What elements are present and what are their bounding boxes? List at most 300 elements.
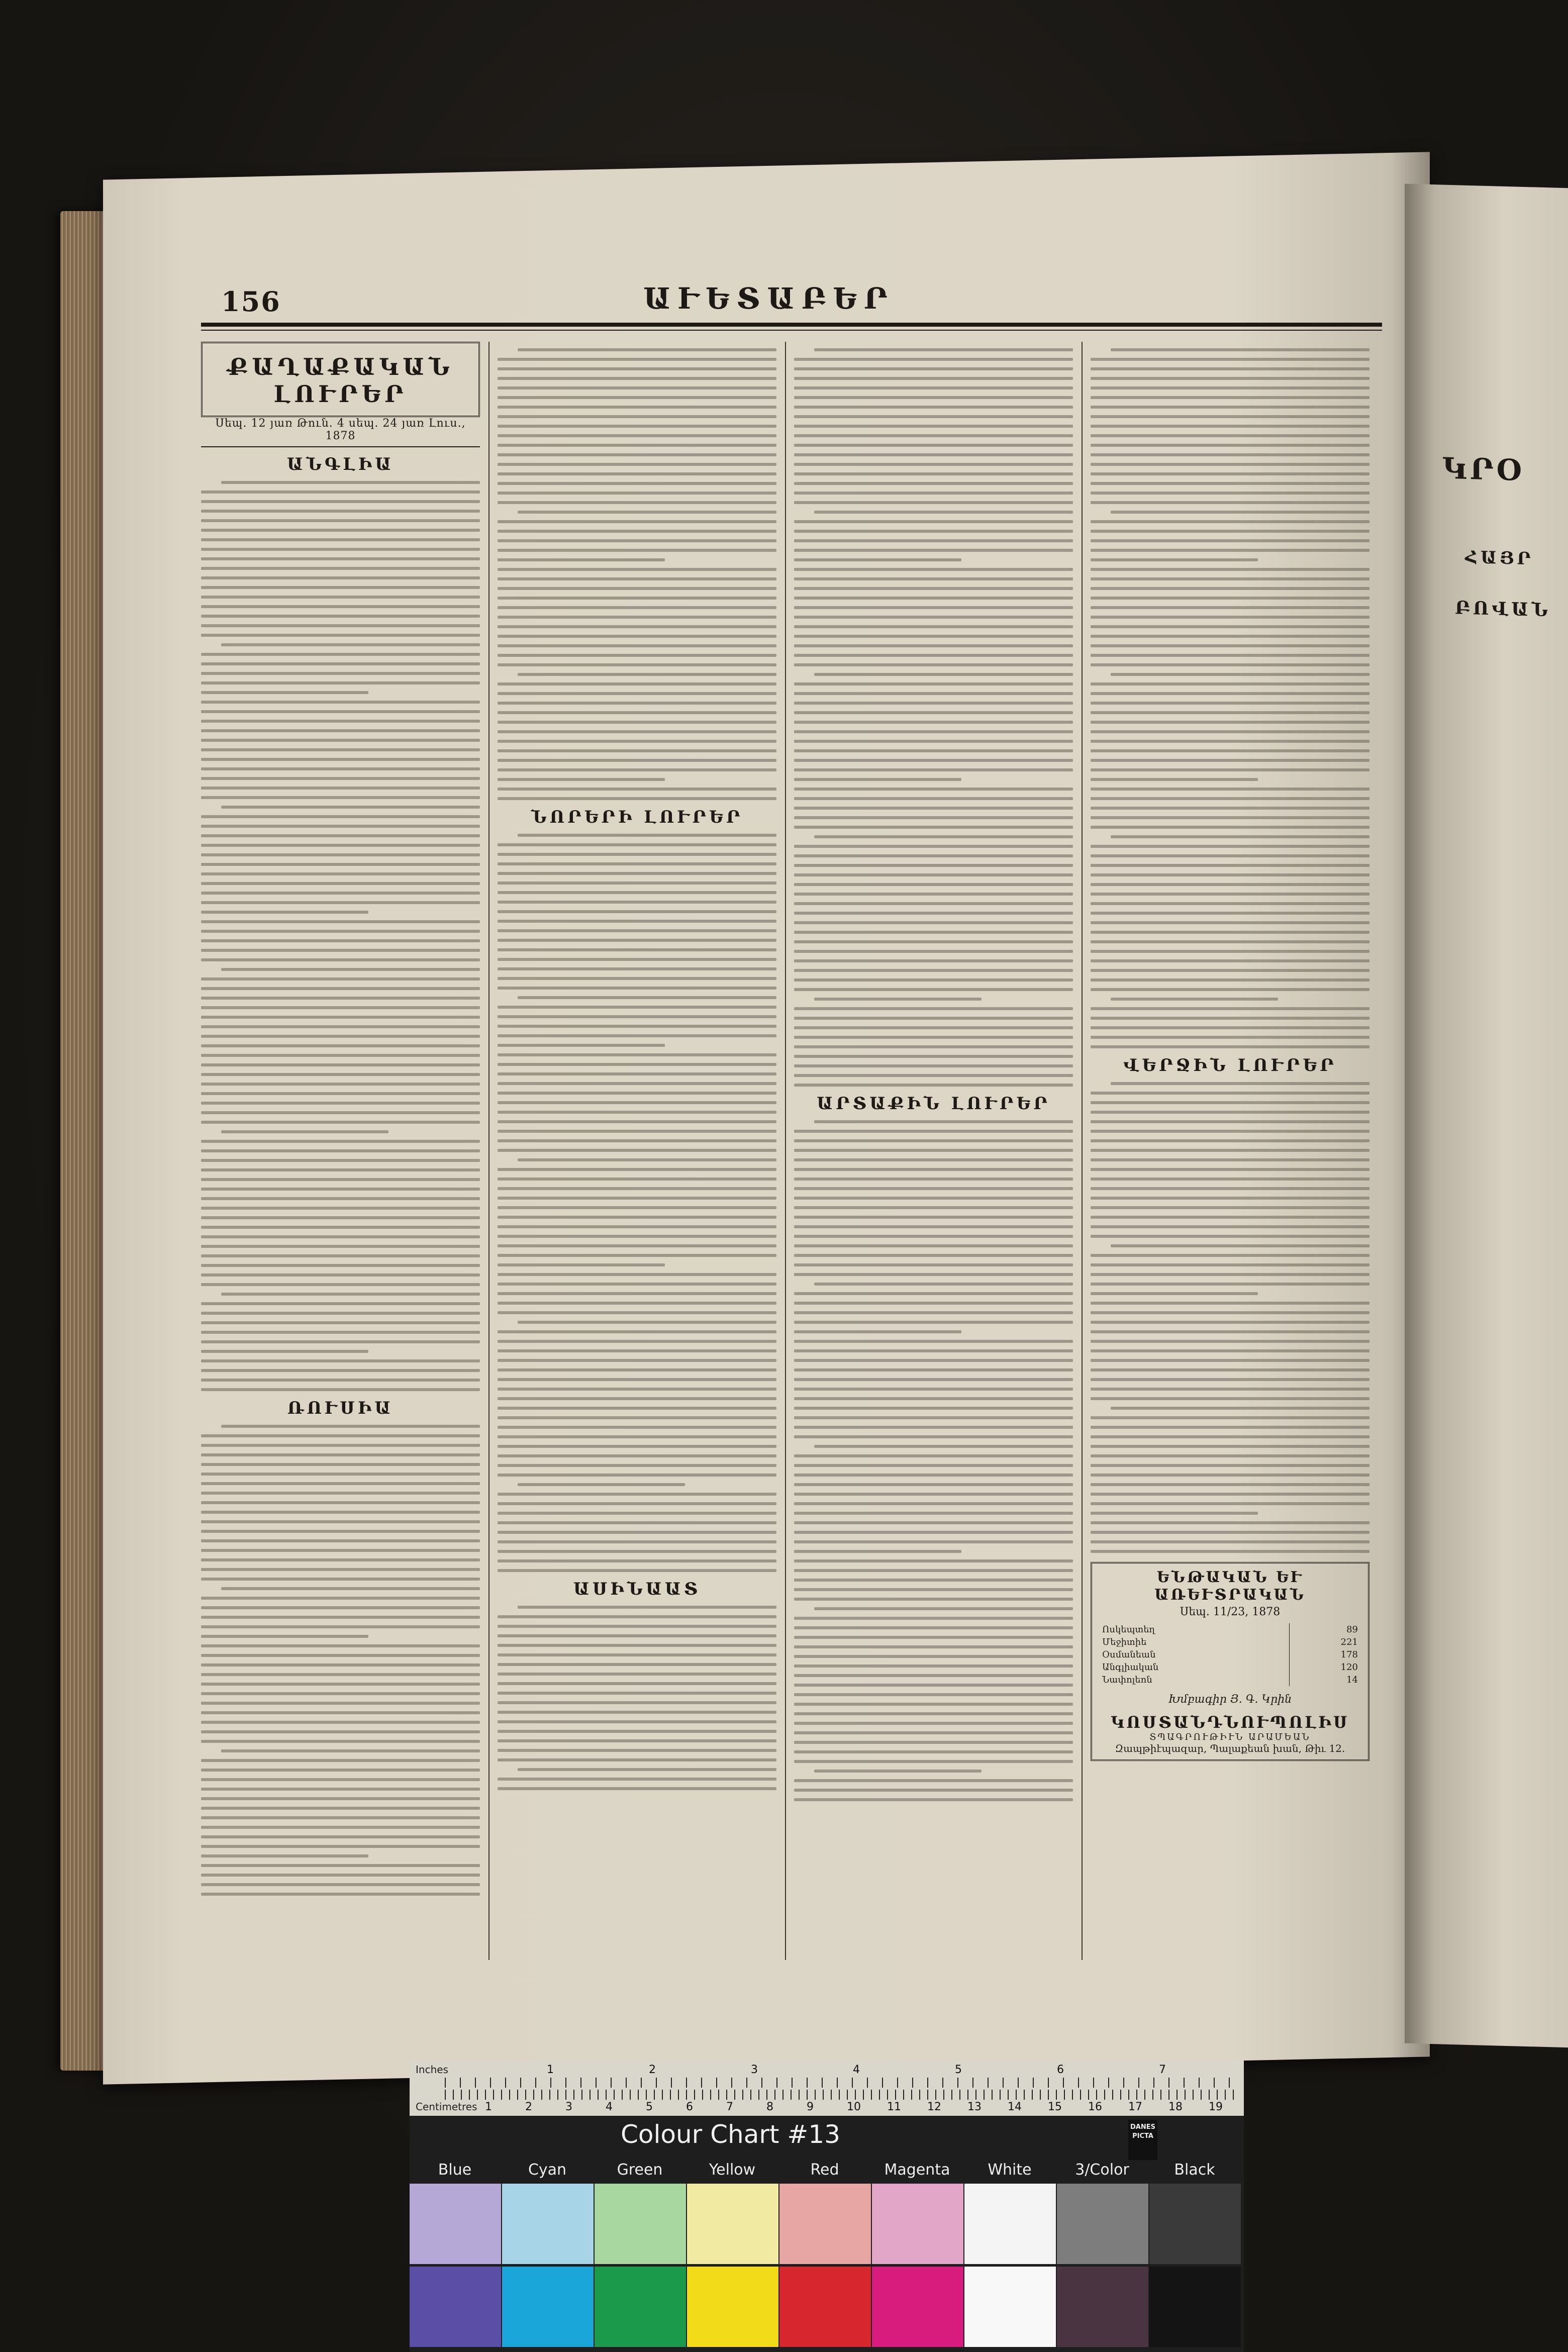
text-line bbox=[1091, 482, 1369, 485]
ruler-inch-number: 5 bbox=[955, 2064, 962, 2076]
text-line bbox=[1091, 1111, 1369, 1114]
text-line bbox=[498, 1625, 776, 1628]
text-line bbox=[1091, 1101, 1369, 1104]
article-body bbox=[498, 1606, 776, 1790]
text-line bbox=[201, 1702, 480, 1705]
text-line bbox=[498, 1092, 776, 1095]
text-line bbox=[201, 1874, 480, 1877]
text-line bbox=[498, 396, 776, 399]
text-line bbox=[794, 1684, 1073, 1687]
text-line bbox=[201, 701, 480, 704]
text-line bbox=[794, 1722, 1073, 1725]
text-line bbox=[794, 1168, 1073, 1171]
text-line bbox=[201, 529, 480, 532]
text-line bbox=[201, 1434, 480, 1437]
text-line bbox=[1091, 654, 1369, 657]
article-body bbox=[498, 834, 776, 1572]
ruler-cm-number: 16 bbox=[1088, 2101, 1102, 2113]
text-line bbox=[1091, 1206, 1369, 1209]
text-line bbox=[498, 1692, 776, 1695]
text-line bbox=[201, 634, 480, 637]
subsection-title: ԱՐՏԱՔԻՆ ԼՈՒՐԵՐ bbox=[817, 1094, 1050, 1114]
swatch-light bbox=[410, 2184, 501, 2264]
text-line bbox=[794, 367, 1073, 370]
text-line bbox=[201, 1558, 480, 1561]
text-line bbox=[498, 501, 776, 504]
text-line bbox=[794, 406, 1073, 409]
text-line bbox=[498, 415, 776, 418]
text-line bbox=[794, 921, 1073, 924]
text-line bbox=[498, 862, 776, 865]
text-line bbox=[1091, 1283, 1369, 1286]
text-line bbox=[201, 538, 480, 541]
text-line bbox=[1111, 1082, 1369, 1085]
market-row bbox=[1099, 1636, 1361, 1648]
text-line bbox=[794, 520, 1073, 523]
market-row-label: Ոսկեպտեղ bbox=[1102, 1624, 1155, 1635]
text-line bbox=[201, 710, 480, 713]
text-line bbox=[498, 1464, 776, 1467]
text-line bbox=[498, 768, 776, 771]
text-line bbox=[201, 510, 480, 513]
text-line bbox=[1091, 1178, 1369, 1181]
text-line bbox=[201, 920, 480, 923]
text-line bbox=[498, 1730, 776, 1733]
article-body bbox=[201, 1425, 480, 1896]
text-line bbox=[201, 834, 480, 837]
text-line bbox=[794, 902, 1073, 905]
text-line bbox=[201, 615, 480, 618]
text-line bbox=[498, 721, 776, 724]
text-line bbox=[1091, 549, 1369, 552]
text-line bbox=[794, 1760, 1073, 1763]
text-line bbox=[1091, 873, 1369, 876]
text-line bbox=[498, 635, 776, 638]
text-line bbox=[794, 530, 1073, 533]
swatch-dark bbox=[595, 2267, 686, 2347]
text-line bbox=[201, 681, 480, 684]
text-line bbox=[498, 1120, 776, 1123]
text-line bbox=[201, 1511, 480, 1514]
text-line bbox=[1091, 1045, 1369, 1048]
text-line bbox=[201, 1788, 480, 1791]
text-line bbox=[498, 1540, 776, 1543]
text-line bbox=[498, 463, 776, 466]
text-line bbox=[518, 348, 776, 351]
text-line bbox=[201, 1111, 480, 1114]
right-page bbox=[1405, 184, 1568, 2048]
market-row-value: 89 bbox=[1290, 1623, 1361, 1636]
text-line bbox=[1111, 1407, 1369, 1410]
subsection-title: ՌՈՒՍԻԱ bbox=[287, 1398, 394, 1418]
text-line bbox=[498, 1615, 776, 1618]
text-line bbox=[1091, 778, 1258, 781]
text-line bbox=[201, 1721, 480, 1724]
swatch-labels bbox=[410, 2161, 1244, 2181]
text-line bbox=[201, 1369, 480, 1372]
market-row-value: 221 bbox=[1290, 1636, 1361, 1648]
swatch-light bbox=[1057, 2184, 1148, 2264]
text-line bbox=[498, 444, 776, 447]
text-line bbox=[201, 1207, 480, 1210]
text-line bbox=[1091, 978, 1369, 982]
text-line bbox=[498, 1053, 776, 1056]
text-line bbox=[201, 1188, 480, 1191]
text-line bbox=[498, 654, 776, 657]
text-line bbox=[1091, 1292, 1258, 1295]
text-line bbox=[201, 863, 480, 866]
text-line bbox=[794, 606, 1073, 609]
text-line bbox=[794, 1017, 1073, 1020]
text-line bbox=[201, 605, 480, 608]
ruler-cm-number: 12 bbox=[927, 2101, 941, 2113]
text-line bbox=[221, 1749, 480, 1752]
text-line bbox=[498, 367, 776, 370]
text-line bbox=[1091, 406, 1369, 409]
text-line bbox=[498, 434, 776, 437]
text-line bbox=[498, 1644, 776, 1647]
swatch-dark bbox=[502, 2267, 594, 2347]
text-line bbox=[794, 1664, 1073, 1668]
text-line bbox=[794, 1512, 1073, 1515]
text-line bbox=[794, 768, 1073, 771]
text-line bbox=[201, 1283, 480, 1286]
text-line bbox=[201, 930, 480, 933]
text-line bbox=[794, 950, 1073, 953]
text-line bbox=[201, 739, 480, 742]
text-line bbox=[1091, 568, 1369, 571]
text-line bbox=[1091, 883, 1369, 886]
text-line bbox=[201, 1864, 480, 1867]
swatch-dark bbox=[779, 2267, 871, 2347]
ruler-inch-number: 6 bbox=[1057, 2064, 1064, 2076]
text-line bbox=[498, 740, 776, 743]
text-line bbox=[1091, 845, 1369, 848]
text-line bbox=[201, 1321, 480, 1324]
text-line bbox=[1091, 367, 1369, 370]
text-line bbox=[794, 663, 1073, 666]
text-line bbox=[201, 1597, 480, 1600]
column-3 bbox=[794, 342, 1073, 1960]
text-line bbox=[201, 949, 480, 952]
text-line bbox=[1091, 434, 1369, 437]
text-line bbox=[201, 1016, 480, 1019]
text-line bbox=[794, 1588, 1073, 1591]
text-line bbox=[201, 815, 480, 818]
editor-line: Խմբագիր Յ. Գ. Կրին bbox=[1168, 1693, 1292, 1706]
text-line bbox=[794, 1397, 1073, 1400]
text-line bbox=[794, 864, 1073, 867]
text-line bbox=[1111, 673, 1369, 676]
text-line bbox=[498, 1426, 776, 1429]
text-line bbox=[498, 1397, 776, 1400]
market-title: ԵՆԹԱԿԱՆ ԵՒ ԱՌԵՒՏՐԱԿԱՆ bbox=[1154, 1569, 1306, 1604]
text-line bbox=[201, 1073, 480, 1076]
text-line bbox=[1091, 1531, 1369, 1534]
text-line bbox=[1091, 788, 1369, 791]
ruler-cm-number: 6 bbox=[686, 2101, 693, 2113]
text-line bbox=[498, 568, 776, 571]
text-line bbox=[794, 807, 1073, 810]
text-line bbox=[498, 1521, 776, 1524]
text-line bbox=[498, 1407, 776, 1410]
text-line bbox=[794, 940, 1073, 943]
text-line bbox=[498, 682, 776, 685]
text-line bbox=[201, 596, 480, 599]
text-line bbox=[498, 1711, 776, 1714]
text-line bbox=[201, 1197, 480, 1200]
text-line bbox=[201, 1568, 480, 1571]
text-line bbox=[201, 767, 480, 770]
ruler-cm-number: 17 bbox=[1128, 2101, 1142, 2113]
text-line bbox=[201, 662, 480, 665]
text-line bbox=[794, 1007, 1073, 1010]
text-line bbox=[498, 520, 776, 523]
text-line bbox=[1091, 472, 1369, 475]
text-line bbox=[201, 1216, 480, 1219]
text-line bbox=[498, 377, 776, 380]
text-line bbox=[794, 1235, 1073, 1238]
text-line bbox=[794, 969, 1073, 972]
text-line bbox=[794, 1750, 1073, 1753]
text-line bbox=[498, 1739, 776, 1742]
press-name: ՏՊԱԳՐՈՒԹԻՒՆ ԱՐԱՄԵԱՆ bbox=[1149, 1732, 1311, 1742]
text-line bbox=[498, 1130, 776, 1133]
text-line bbox=[1091, 1483, 1369, 1486]
text-line bbox=[201, 1044, 480, 1047]
text-line bbox=[1091, 1311, 1369, 1314]
text-line bbox=[498, 759, 776, 762]
text-line bbox=[814, 1445, 1073, 1448]
swatch-label: White bbox=[988, 2161, 1032, 2179]
text-line bbox=[498, 1006, 776, 1009]
text-line bbox=[1091, 1521, 1369, 1524]
ruler-cm-number: 14 bbox=[1008, 2101, 1022, 2113]
text-line bbox=[1091, 1168, 1369, 1171]
market-row bbox=[1099, 1648, 1361, 1661]
text-line bbox=[794, 1617, 1073, 1620]
text-line bbox=[498, 453, 776, 456]
text-line bbox=[794, 873, 1073, 876]
text-line bbox=[201, 1530, 480, 1533]
swatch-dark bbox=[687, 2267, 778, 2347]
text-line bbox=[1091, 663, 1369, 666]
text-line bbox=[1091, 931, 1369, 934]
right-page-heading-fragment: ԿՐՕ bbox=[1442, 451, 1525, 487]
text-line bbox=[794, 1712, 1073, 1715]
text-line bbox=[1091, 1330, 1369, 1333]
text-line bbox=[1091, 1158, 1369, 1161]
colour-chart-target bbox=[410, 2061, 1244, 2352]
text-line bbox=[201, 796, 480, 799]
ruler-cm-number: 9 bbox=[807, 2101, 814, 2113]
article-body bbox=[794, 1120, 1073, 1801]
text-line bbox=[1091, 721, 1369, 724]
text-line bbox=[1091, 864, 1369, 867]
text-line bbox=[201, 1235, 480, 1238]
text-line bbox=[498, 778, 665, 781]
text-line bbox=[201, 1035, 480, 1038]
text-line bbox=[201, 1492, 480, 1495]
text-line bbox=[1091, 1007, 1369, 1010]
text-line bbox=[794, 1026, 1073, 1029]
text-line bbox=[1091, 969, 1369, 972]
text-line bbox=[498, 939, 776, 942]
text-line bbox=[794, 463, 1073, 466]
text-line bbox=[1091, 1254, 1369, 1257]
text-line bbox=[498, 1244, 776, 1247]
header-rule bbox=[201, 323, 1382, 327]
text-line bbox=[201, 853, 480, 856]
text-line bbox=[794, 616, 1073, 619]
text-line bbox=[1091, 1302, 1369, 1305]
text-line bbox=[794, 1674, 1073, 1677]
text-line bbox=[1091, 1139, 1369, 1142]
text-line bbox=[794, 1388, 1073, 1391]
swatch-light bbox=[1149, 2184, 1241, 2264]
text-line bbox=[1091, 539, 1369, 542]
swatch-label: 3/Color bbox=[1075, 2161, 1129, 2179]
text-line bbox=[201, 1149, 480, 1152]
text-line bbox=[794, 1311, 1073, 1314]
text-line bbox=[794, 1263, 1073, 1266]
ruler-cm-number: 1 bbox=[485, 2101, 492, 2113]
text-line bbox=[201, 1273, 480, 1277]
text-line bbox=[1091, 1263, 1369, 1266]
text-line bbox=[201, 1769, 480, 1772]
text-line bbox=[1091, 425, 1369, 428]
swatch-label: Magenta bbox=[884, 2161, 950, 2179]
text-line bbox=[498, 406, 776, 409]
text-line bbox=[794, 988, 1073, 991]
text-line bbox=[1111, 511, 1369, 514]
market-row bbox=[1099, 1674, 1361, 1686]
text-line bbox=[1111, 1244, 1369, 1247]
text-line bbox=[1091, 597, 1369, 600]
text-line bbox=[1091, 1378, 1369, 1381]
text-line bbox=[794, 1273, 1073, 1276]
text-line bbox=[1111, 348, 1369, 351]
text-line bbox=[794, 1036, 1073, 1039]
text-line bbox=[498, 901, 776, 904]
ruler-cm-number: 7 bbox=[726, 2101, 733, 2113]
text-line bbox=[1091, 577, 1369, 580]
text-line bbox=[814, 998, 982, 1001]
subsection-title: ԱՆԳԼԻԱ bbox=[286, 454, 395, 474]
text-line bbox=[201, 1730, 480, 1733]
swatch-light bbox=[502, 2184, 594, 2264]
swatch-label: Red bbox=[810, 2161, 839, 2179]
text-line bbox=[201, 939, 480, 942]
article-body bbox=[794, 348, 1073, 1087]
text-line bbox=[794, 816, 1073, 819]
text-line bbox=[1091, 1026, 1369, 1029]
text-line bbox=[498, 929, 776, 932]
ruler-cm-number: 11 bbox=[887, 2101, 901, 2113]
text-line bbox=[794, 425, 1073, 428]
text-line bbox=[498, 1225, 776, 1228]
text-line bbox=[794, 1531, 1073, 1534]
swatch-light bbox=[595, 2184, 686, 2264]
text-line bbox=[794, 415, 1073, 418]
text-line bbox=[794, 845, 1073, 848]
text-line bbox=[498, 1292, 776, 1295]
text-line bbox=[201, 1025, 480, 1028]
text-line bbox=[498, 1653, 776, 1656]
text-line bbox=[794, 644, 1073, 647]
text-line bbox=[794, 1178, 1073, 1181]
text-line bbox=[201, 1178, 480, 1181]
ruler-cm-number: 13 bbox=[967, 2101, 982, 2113]
market-row-value: 178 bbox=[1290, 1648, 1361, 1661]
text-line bbox=[1091, 1550, 1369, 1553]
publisher-city: ԿՈՍՏԱՆԴՆՈՒՊՈԼԻՍ bbox=[1111, 1713, 1349, 1732]
text-line bbox=[498, 1216, 776, 1219]
swatch-light bbox=[872, 2184, 963, 2264]
text-line bbox=[794, 1493, 1073, 1496]
column-4 bbox=[1091, 342, 1369, 1960]
text-line bbox=[794, 1645, 1073, 1648]
text-line bbox=[201, 1740, 480, 1743]
text-line bbox=[201, 1644, 480, 1647]
text-line bbox=[1091, 730, 1369, 733]
market-row-label: Նափոլեոն bbox=[1102, 1675, 1152, 1685]
text-line bbox=[794, 893, 1073, 896]
text-line bbox=[498, 692, 776, 695]
text-line bbox=[201, 1121, 480, 1124]
column-divider bbox=[488, 342, 489, 1960]
text-line bbox=[1091, 415, 1369, 418]
text-line bbox=[794, 749, 1073, 752]
text-line bbox=[794, 1139, 1073, 1142]
text-line bbox=[794, 577, 1073, 580]
text-line bbox=[794, 1045, 1073, 1048]
text-line bbox=[1091, 902, 1369, 905]
text-line bbox=[498, 1330, 776, 1333]
text-line bbox=[794, 1197, 1073, 1200]
text-line bbox=[1091, 826, 1369, 829]
text-line bbox=[794, 1540, 1073, 1543]
text-line bbox=[518, 1158, 776, 1161]
text-line bbox=[794, 959, 1073, 962]
text-line bbox=[518, 996, 776, 999]
text-line bbox=[498, 1445, 776, 1448]
text-line bbox=[1091, 1092, 1369, 1095]
text-line bbox=[498, 1311, 776, 1314]
market-report-box bbox=[1091, 1562, 1369, 1761]
text-line bbox=[201, 491, 480, 494]
text-line bbox=[794, 587, 1073, 590]
text-line bbox=[498, 1454, 776, 1457]
text-line bbox=[794, 1359, 1073, 1362]
market-row bbox=[1099, 1623, 1361, 1636]
text-line bbox=[1091, 1464, 1369, 1467]
text-line bbox=[1091, 692, 1369, 695]
text-line bbox=[498, 616, 776, 619]
text-line bbox=[1091, 1474, 1369, 1477]
text-line bbox=[498, 1663, 776, 1666]
text-line bbox=[794, 1302, 1073, 1305]
text-line bbox=[201, 1663, 480, 1667]
right-page-section-fragment: ՀԱՅՐ bbox=[1465, 547, 1534, 569]
swatch-label: Blue bbox=[438, 2161, 472, 2179]
text-line bbox=[518, 1483, 685, 1486]
text-line bbox=[794, 1521, 1073, 1524]
text-line bbox=[794, 692, 1073, 695]
text-line bbox=[498, 1015, 776, 1018]
swatch-dark bbox=[410, 2267, 501, 2347]
text-line bbox=[201, 1102, 480, 1105]
